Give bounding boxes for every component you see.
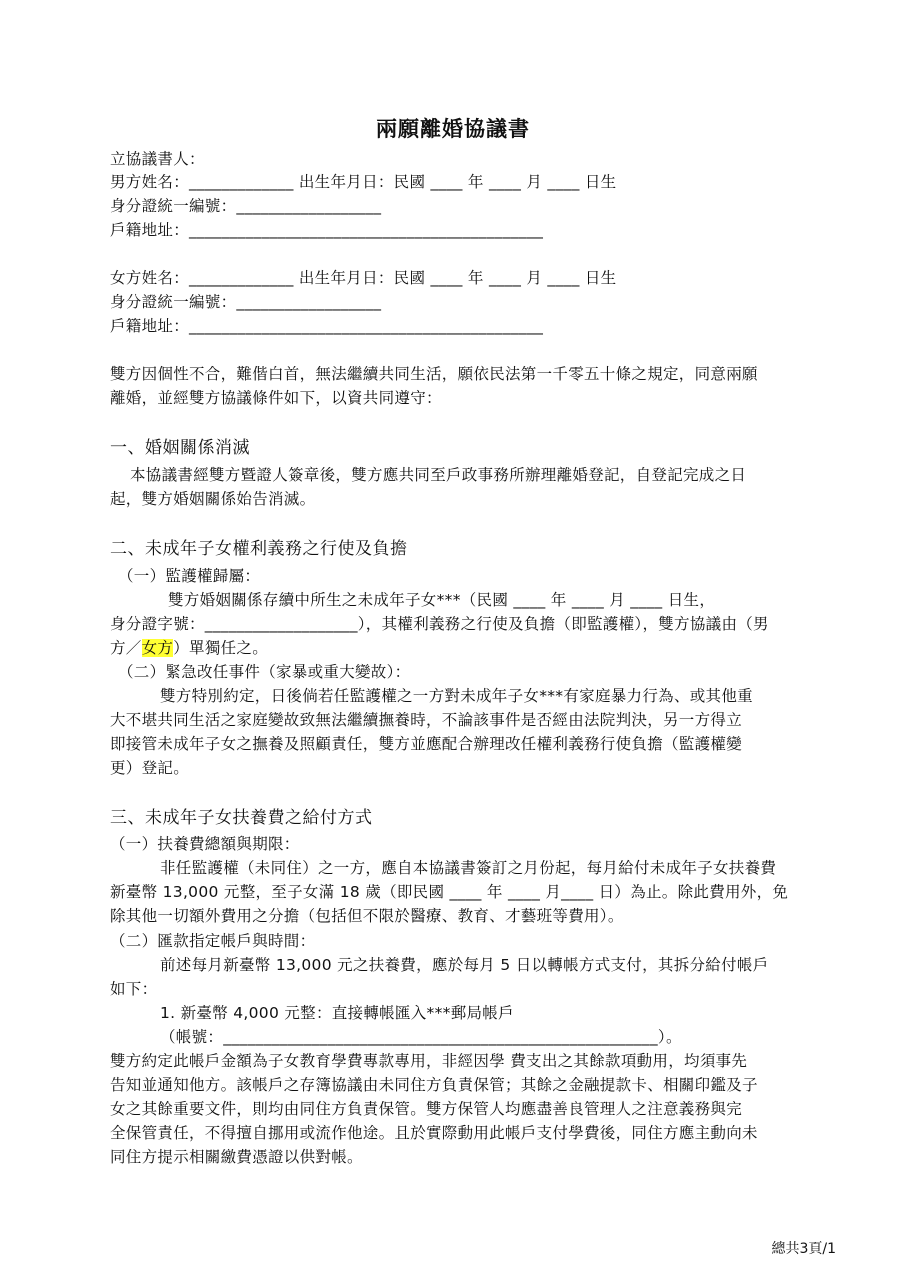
intro-line: 雙方因個性不合，難偕白首，無法繼續共同生活，願依民法第一千零五十條之規定，同意兩願 [110,365,758,383]
section-2-sub2-line: 更）登記。 [110,759,190,777]
section-1-line: 起，雙方婚姻關係始告消滅。 [110,490,316,508]
section-2-heading: 二、未成年子女權利義務之行使及負擔 [110,539,408,559]
custody-choice-prefix: 方／ [110,639,142,657]
section-3-sub2-line: 前述每月新臺幣 13,000 元之扶養費，應於每月 5 日以轉帳方式支付，其拆分給付帳戶 [160,956,769,974]
section-3-sub1-line: 非任監護權（未同住）之一方，應自本協議書簽訂之月份起，每月給付未成年子女扶養費 [160,859,777,877]
section-3-sub1-label: （一）扶養費總額與期限： [110,835,300,853]
document-title: 兩願離婚協議書 [376,117,530,141]
section-1-heading: 一、婚姻關係消滅 [110,438,250,458]
section-3-sub2-label: （二）匯款指定帳戶與時間： [110,932,316,950]
husband-address-line: 戶籍地址：____________________________________________ [110,221,544,239]
section-2-sub1-line: 身分證字號：___________________），其權利義務之行使及負擔（即監護權），雙方協議由（男 [110,615,769,633]
section-2-sub2-line: 大不堪共同生活之家庭變故致無法繼續撫養時，不論該事件是否經由法院判決，另一方得立 [110,711,743,729]
section-3-closing-line: 女之其餘重要文件，則均由同住方負責保管。雙方保管人均應盡善良管理人之注意義務與完 [110,1100,743,1118]
wife-name-line: 女方姓名：_____________ 出生年月日：民國 ____ 年 ____ 月 ____ 日生 [110,269,617,287]
husband-name-line: 男方姓名：_____________ 出生年月日：民國 ____ 年 ____ 月 ____ 日生 [110,173,617,191]
custody-choice-suffix: ）單獨任之。 [173,639,269,657]
section-3-closing-line: 雙方約定此帳戶金額為子女教育學費專款專用，非經因學 費支出之其餘款項動用，均須事先 [110,1052,748,1070]
signatory-label: 立協議書人： [110,150,205,168]
wife-id-line: 身分證統一編號：__________________ [110,293,382,311]
section-2-sub1-last-line [110,636,268,660]
section-3-item-1-account: （帳號：______________________________________________________）。 [160,1028,682,1046]
wife-address-line: 戶籍地址：____________________________________________ [110,317,544,335]
intro-line: 離婚，並經雙方協議條件如下，以資共同遵守： [110,389,442,407]
section-2-sub2-label: （二）緊急改任事件（家暴或重大變故）： [118,663,411,681]
section-3-sub2-line: 如下： [110,980,158,998]
section-3-sub1-line: 除其他一切額外費用之分擔（包括但不限於醫療、教育、才藝班等費用）。 [110,907,624,925]
section-3-closing-line: 同住方提示相關繳費憑證以供對帳。 [110,1148,363,1166]
section-2-sub2-line: 雙方特別約定，日後倘若任監護權之一方對未成年子女***有家庭暴力行為、或其他重 [160,687,753,705]
section-3-closing-line: 全保管責任，不得擅自挪用或流作他途。且於實際動用此帳戶支付學費後，同住方應主動向未 [110,1124,758,1142]
section-2-sub1-line: 雙方婚姻關係存續中所生之未成年子女***（民國 ____ 年 ____ 月 ____ 日生， [168,591,716,609]
section-2-sub2-line: 即接管未成年子女之撫養及照顧責任，雙方並應配合辦理改任權利義務行使負擔（監護權變 [110,735,743,753]
husband-id-line: 身分證統一編號：__________________ [110,197,382,215]
page-footer: 總共3頁/1 [771,1241,836,1257]
custody-choice-highlight: 女方 [141,639,174,657]
section-3-heading: 三、未成年子女扶養費之給付方式 [110,808,373,828]
section-1-line: 本協議書經雙方暨證人簽章後，雙方應共同至戶政事務所辦理離婚登記，自登記完成之日 [130,466,747,484]
section-2-sub1-label: （一）監護權歸屬： [118,567,261,585]
section-3-item-1: 1. 新臺幣 4,000 元整：直接轉帳匯入***郵局帳戶 [160,1004,514,1022]
section-3-closing-line: 告知並通知他方。該帳戶之存簿協議由未同住方負責保管；其餘之金融提款卡、相關印鑑及子 [110,1076,758,1094]
section-3-sub1-line: 新臺幣 13,000 元整，至子女滿 18 歲（即民國 ____ 年 ____ 月____ 日）為止。除此費用外，免 [110,883,789,901]
